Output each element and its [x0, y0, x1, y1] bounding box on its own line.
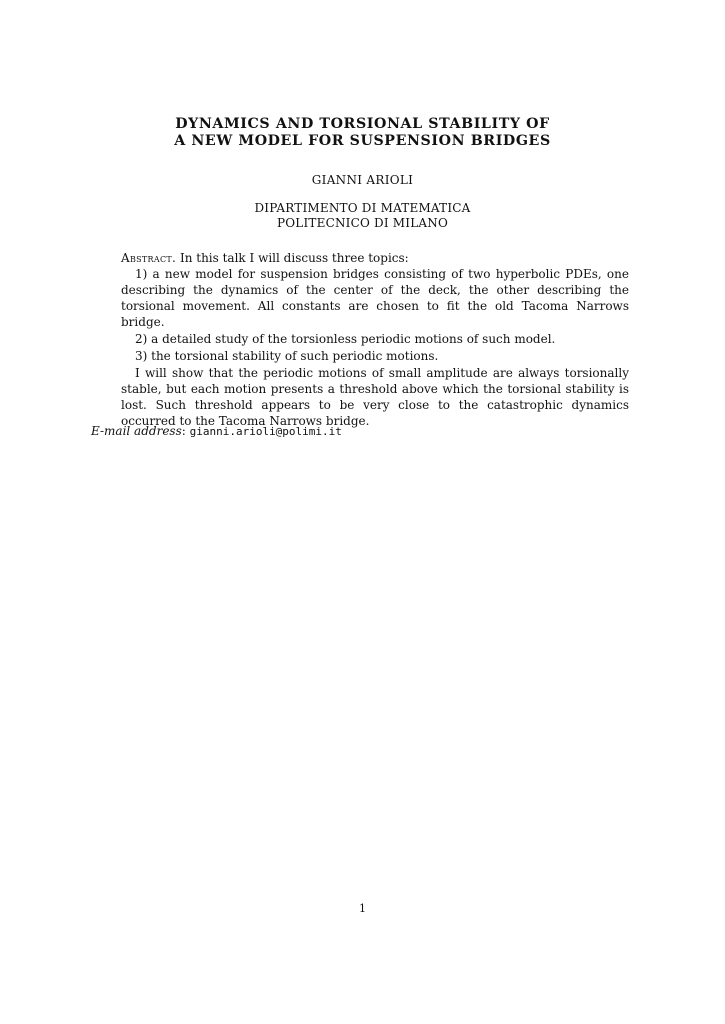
abstract-topic-3: 3) the torsional stability of such periodic motions. [135, 349, 439, 363]
affiliation-line-2: POLITECNICO DI MILANO [276, 216, 449, 230]
page-number: 1 [359, 902, 366, 915]
abstract-intro-text: In this talk I will discuss three topics: [179, 251, 409, 265]
paper-title [0, 116, 725, 150]
author-name: GIANNI ARIOLI [311, 173, 414, 187]
abstract-topic-2: 2) a detailed study of the torsionless periodic motions of such model. [135, 332, 556, 346]
email-address: gianni.arioli@polimi.it [189, 425, 342, 438]
title-line-1: DYNAMICS AND TORSIONAL STABILITY OF [175, 116, 550, 132]
email-line: E-mail address: gianni.arioli@polimi.it [91, 424, 342, 438]
abstract-topic-1: 1) a new model for suspension bridges consisting of two hyperbolic PDEs, one describing the dynamics of the center of the deck, the other describing the torsional movement. All constants are chosen to fit the old Tacoma Narrows bridge. [121, 267, 629, 329]
title-line-2: A NEW MODEL FOR SUSPENSION BRIDGES [174, 133, 551, 149]
abstract [121, 250, 629, 429]
email-label: E-mail address [91, 424, 182, 438]
abstract-conclusion: I will show that the periodic motions of small amplitude are always torsionally stable, but each motion presents a threshold above which the torsional stability is lost. Such threshold appears to be very close to the catastrophic dynamics occurred to the Tacoma Narrows bridge. [121, 366, 629, 428]
abstract-intro [121, 250, 629, 266]
affiliation [0, 201, 725, 231]
abstract-label: Abstract. [121, 251, 177, 265]
affiliation-line-1: DIPARTIMENTO DI MATEMATICA [254, 201, 471, 215]
